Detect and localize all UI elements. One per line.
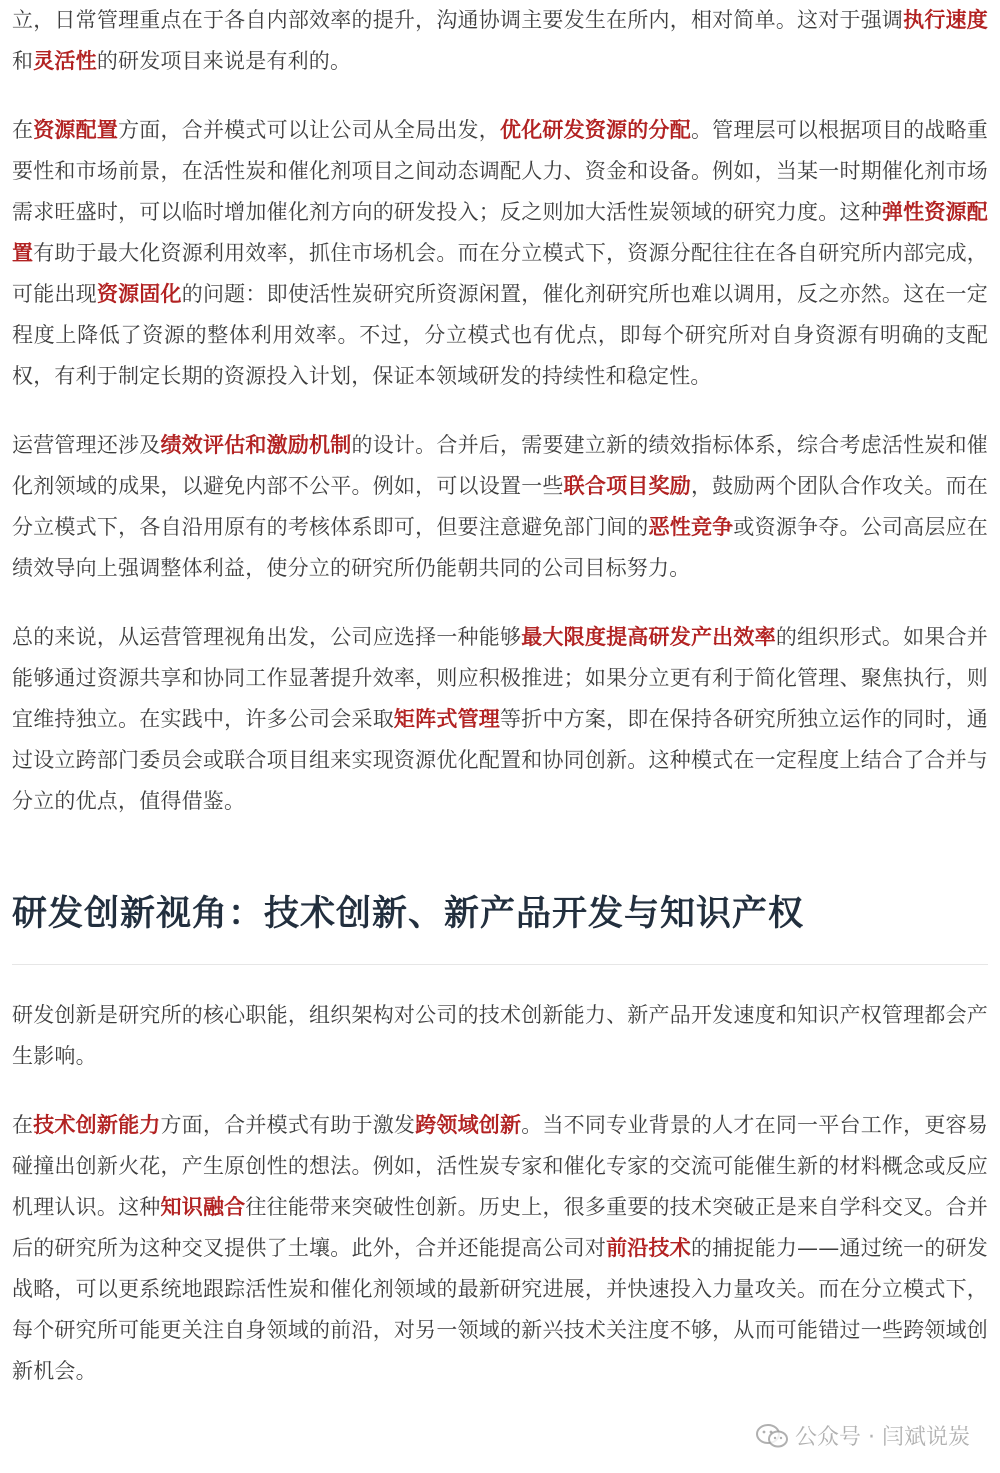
paragraph-text: 的组织形式。如果合并能够通过资源共享和协同工作显著提升效率，则应积极推进；如果分立更有利于简化管理、聚焦执行，则宜维持独立。在实践中，许多公司会采取 xyxy=(12,625,988,731)
paragraph-text: 有助于最大化资源利用效率，抓住市场机会。而在分立模式下，资源分配往往在各自研究所内部完成，可能出现 xyxy=(12,241,988,306)
paragraph-text: 的问题：即使活性炭研究所资源闲置，催化剂研究所也难以调用，反之亦然。这在一定程度上降低了资源的整体利用效率。不过，分立模式也有优点，即每个研究所对自身资源有明确的支配权，有利于制定长期的资源投入计划，保证本领域研发的持续性和稳定性。 xyxy=(12,282,988,388)
paragraph-text: 在 xyxy=(12,118,34,142)
paragraph-text: 在 xyxy=(12,1113,34,1137)
highlight-max-efficiency: 最大限度提高研发产出效率 xyxy=(521,625,776,649)
highlight-vicious-competition: 恶性竞争 xyxy=(648,515,734,539)
paragraph-text: 方面，合并模式有助于激发 xyxy=(160,1113,416,1137)
highlight-elastic-allocation: 弹性资源配置 xyxy=(12,200,988,265)
paragraph-text: 总的来说，从运营管理视角出发，公司应选择一种能够 xyxy=(12,625,522,649)
highlight-cross-domain: 跨领域创新 xyxy=(415,1113,522,1137)
paragraph-text: 研发创新是研究所的核心职能，组织架构对公司的技术创新能力、新产品开发速度和知识产权管理都会产生影响。 xyxy=(12,1003,988,1068)
highlight-joint-project-reward: 联合项目奖励 xyxy=(563,474,691,498)
highlight-frontier-tech: 前沿技术 xyxy=(606,1236,691,1260)
paragraph-text: ，鼓励两个团队合作攻关。而在分立模式下，各自沿用原有的考核体系即可，但要注意避免部门间的 xyxy=(12,474,988,539)
wechat-icon xyxy=(755,1423,789,1449)
paragraph-text: 运营管理还涉及 xyxy=(12,433,161,457)
highlight-knowledge-fusion: 知识融合 xyxy=(160,1195,246,1219)
watermark xyxy=(755,1420,970,1451)
highlight-flexibility: 灵活性 xyxy=(33,49,97,73)
highlight-performance-incentive: 绩效评估和激励机制 xyxy=(160,433,352,457)
paragraph-text: 的研发项目来说是有利的。 xyxy=(96,49,352,73)
highlight-resource-allocation: 资源配置 xyxy=(33,118,119,142)
paragraph-text: 。管理层可以根据项目的战略重要性和市场前景，在活性炭和催化剂项目之间动态调配人力、资金和设备。例如，当某一时期催化剂市场需求旺盛时，可以临时增加催化剂方向的研发投入；反之则加大活性炭领域的研究力度。这种 xyxy=(12,118,988,224)
highlight-execution-speed: 执行速度 xyxy=(903,8,988,32)
paragraph-text: 等折中方案，即在保持各研究所独立运作的同时，通过设立跨部门委员会或联合项目组来实现资源优化配置和协同创新。这种模式在一定程度上结合了合并与分立的优点，值得借鉴。 xyxy=(12,707,988,813)
paragraph-text: 往往能带来突破性创新。历史上，很多重要的技术突破正是来自学科交叉。合并后的研究所为这种交叉提供了土壤。此外，合并还能提高公司对 xyxy=(12,1195,988,1260)
paragraph-text: 方面，合并模式可以让公司从全局出发， xyxy=(118,118,500,142)
watermark-text: 公众号 · 闫斌说炭 xyxy=(795,1425,970,1450)
paragraph-text: 或资源争夺。公司高层应在绩效导向上强调整体利益，使分立的研究所仍能朝共同的公司目标努力。 xyxy=(12,515,988,580)
highlight-matrix-management: 矩阵式管理 xyxy=(393,707,501,731)
paragraph-execution xyxy=(12,0,988,82)
section-heading: 研发创新视角：技术创新、新产品开发与知识产权 xyxy=(12,894,805,934)
paragraph-text: 的设计。合并后，需要建立新的绩效指标体系，综合考虑活性炭和催化剂领域的成果，以避免内部不公平。例如，可以设置一些 xyxy=(12,433,989,498)
paragraph-resource-allocation xyxy=(12,110,988,397)
paragraph-performance xyxy=(12,425,988,589)
paragraph-text: 立，日常管理重点在于各自内部效率的提升，沟通协调主要发生在所内，相对简单。这对于强调 xyxy=(12,8,904,32)
paragraph-tech-innovation xyxy=(12,1105,988,1392)
paragraph-text: 。当不同专业背景的人才在同一平台工作，更容易碰撞出创新火花，产生原创性的想法。例如，活性炭专家和催化专家的交流可能催生新的材料概念或反应机理认识。这种 xyxy=(12,1113,988,1219)
highlight-resource-solidification: 资源固化 xyxy=(96,282,182,306)
paragraph-text: 和 xyxy=(12,49,34,73)
paragraph-text: 的捕捉能力——通过统一的研发战略，可以更系统地跟踪活性炭和催化剂领域的最新研究进展，并快速投入力量攻关。而在分立模式下，每个研究所可能更关注自身领域的前沿，对另一领域的新兴技术关注度不够，从而可能错过一些跨领域创新机会。 xyxy=(12,1236,988,1383)
section-divider xyxy=(12,964,988,965)
highlight-tech-innovation: 技术创新能力 xyxy=(33,1113,161,1137)
paragraph-rd-intro xyxy=(12,995,988,1077)
highlight-optimize-allocation: 优化研发资源的分配 xyxy=(500,118,691,142)
paragraph-summary xyxy=(12,617,988,822)
